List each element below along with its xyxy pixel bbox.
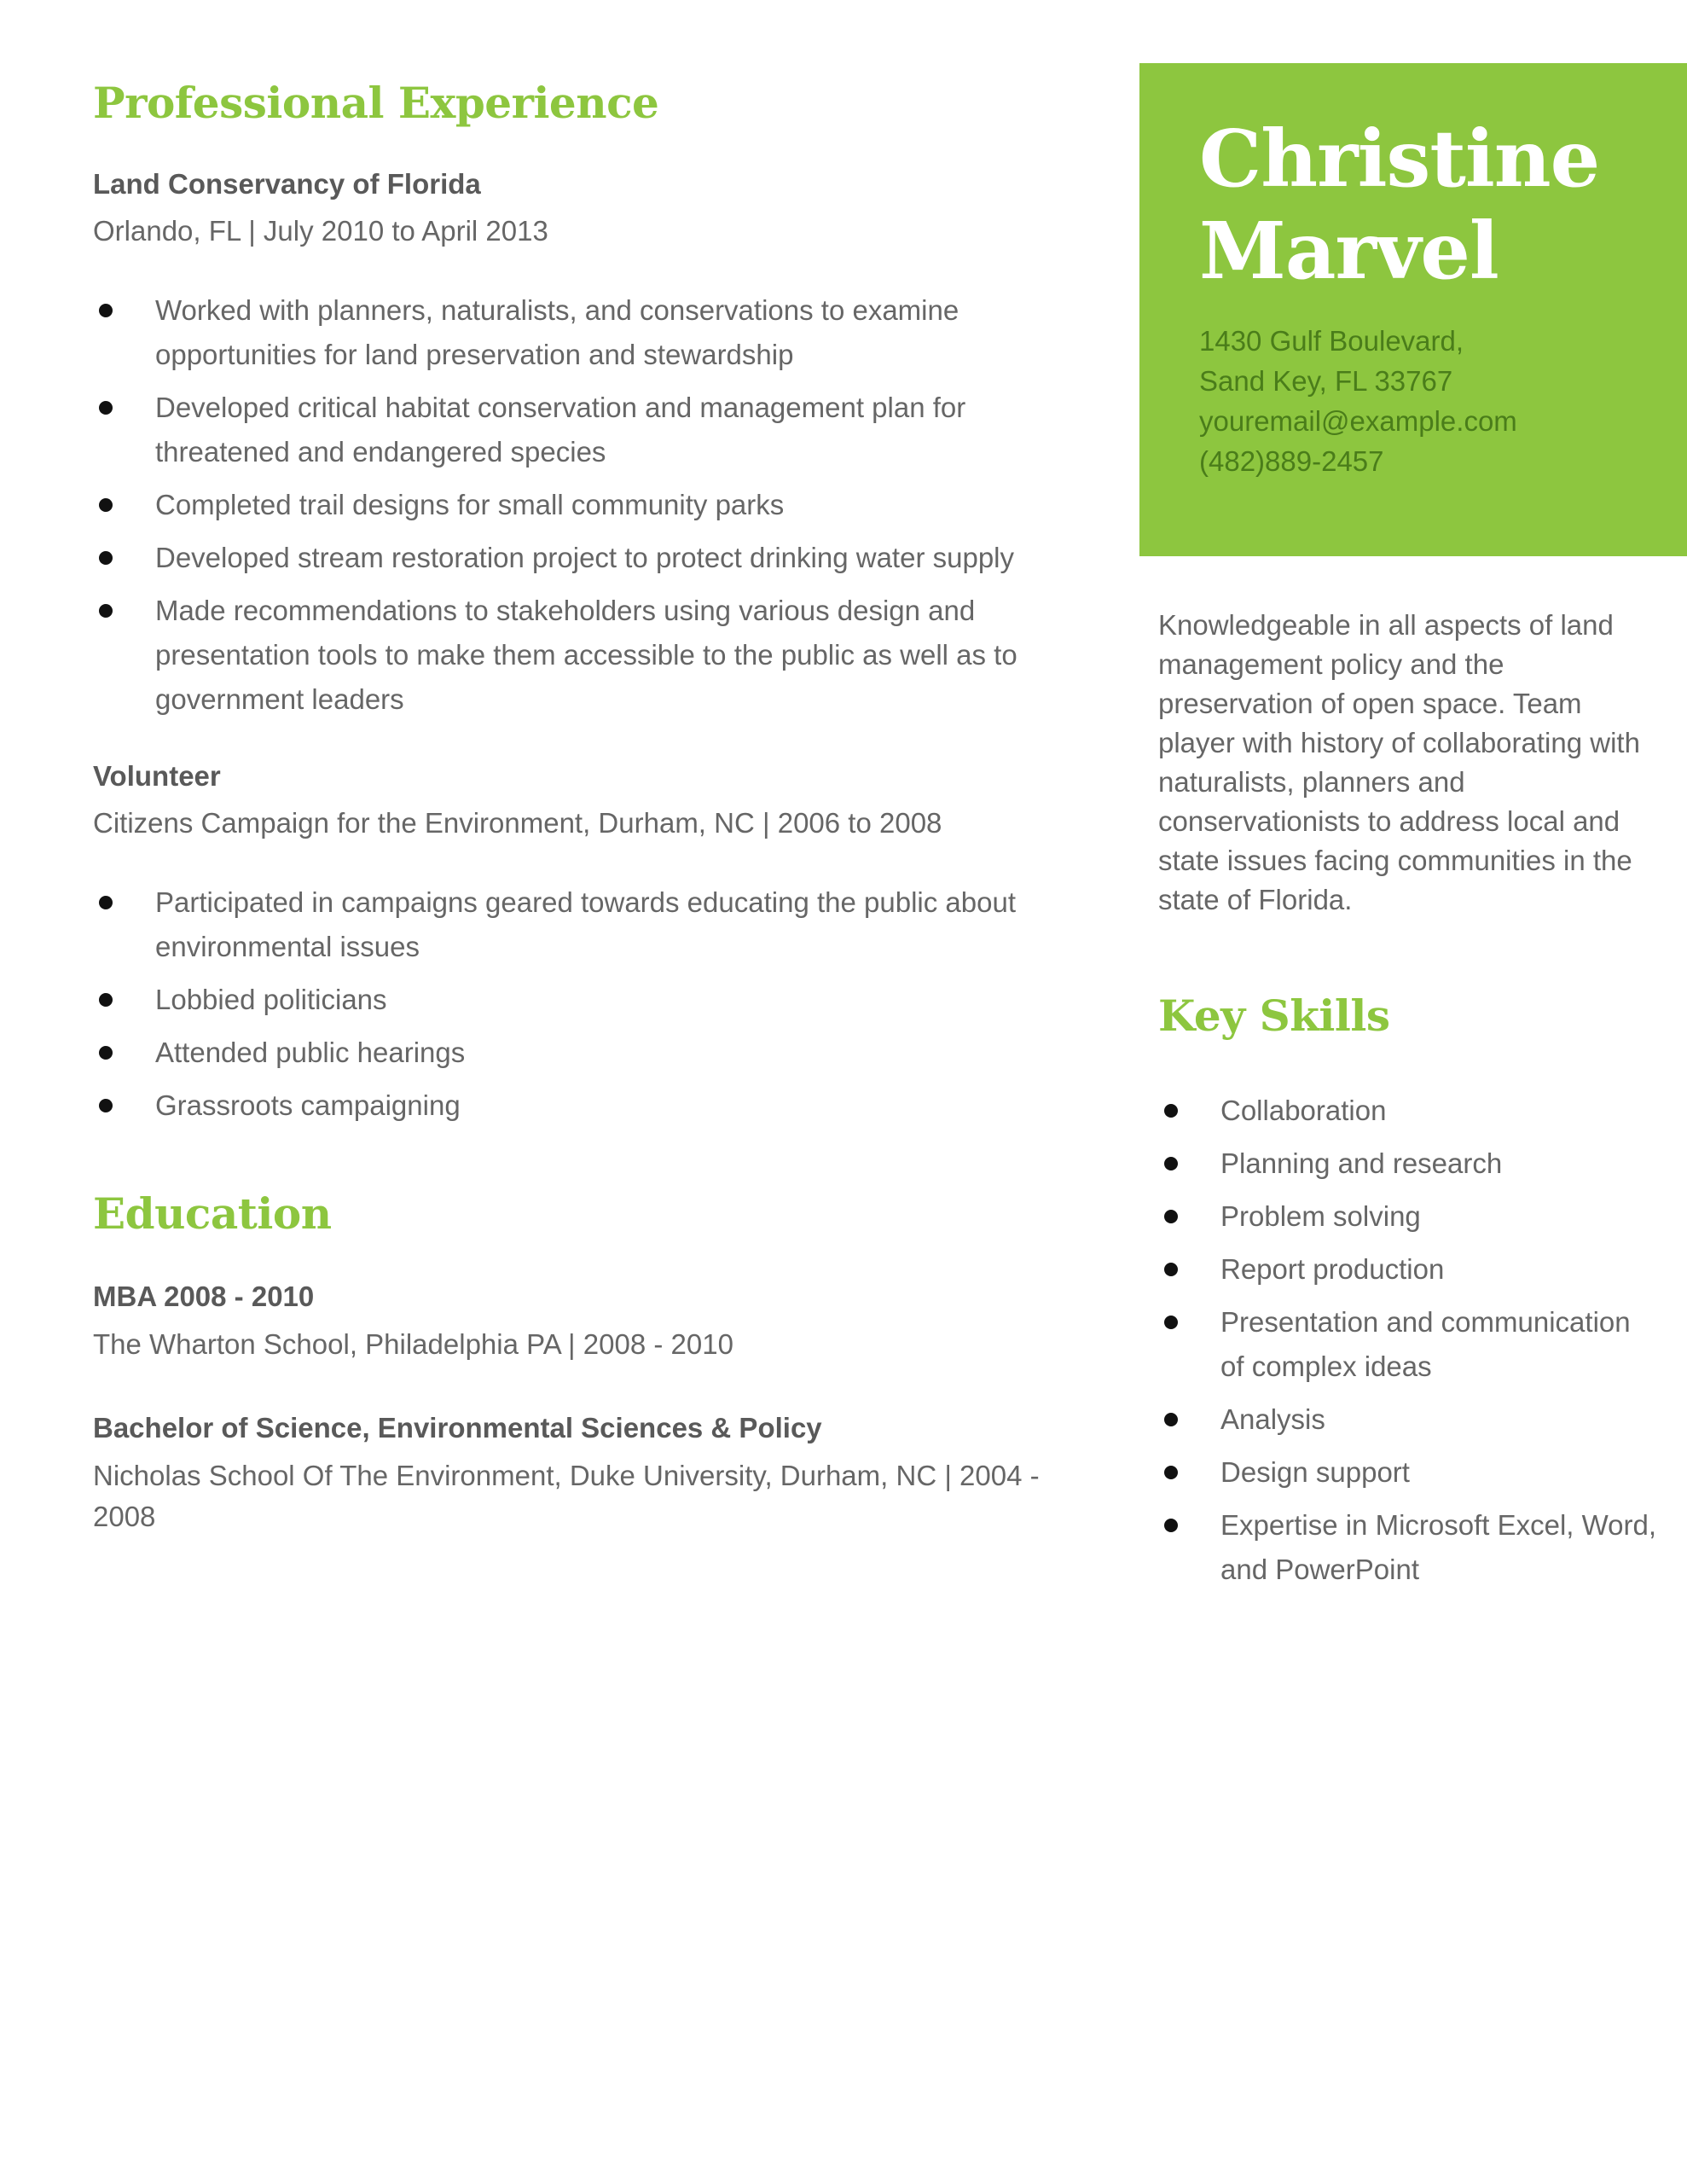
bullet-text: Worked with planners, naturalists, and conservations to examine opportunities for land preservation and stewardship [155, 294, 959, 370]
bullet-icon [99, 498, 113, 512]
list-item [1158, 1194, 1661, 1239]
education-heading: Education [93, 1188, 332, 1239]
job-entry [93, 166, 1082, 722]
address-line: 1430 Gulf Boulevard, [1199, 325, 1464, 357]
summary-text: Knowledgeable in all aspects of land management policy and the preservation of open space. Team player with history of collaborating with naturalists, planners and conservationists to address local and state issues facing communities in the state of Florida. [1158, 609, 1640, 915]
bullet-icon [1164, 1263, 1178, 1276]
list-item [93, 880, 1082, 969]
job-bullet-list [93, 880, 1082, 1128]
bullet-icon [1164, 1104, 1178, 1118]
bullet-icon [99, 604, 113, 618]
bullet-text: Attended public hearings [155, 1037, 466, 1068]
last-name: Marvel [1199, 205, 1499, 297]
bullet-text: Made recommendations to stakeholders using various design and presentation tools to make them accessible to the public as well as to government leaders [155, 595, 1017, 715]
degree-title: MBA 2008 - 2010 [93, 1281, 315, 1312]
right-column [1158, 606, 1661, 1600]
list-item [1158, 1397, 1661, 1442]
bullet-text: Participated in campaigns geared towards educating the public about environmental issues [155, 886, 1016, 962]
bullet-icon [99, 993, 113, 1007]
job-title: Land Conservancy of Florida [93, 168, 481, 200]
job-entry [93, 758, 1082, 1128]
job-title: Volunteer [93, 760, 221, 792]
list-item [93, 589, 1082, 722]
education-entry [93, 1409, 1082, 1537]
first-name: Christine [1199, 113, 1600, 205]
bullet-text: Lobbied politicians [155, 984, 387, 1015]
name-header-box [1139, 63, 1687, 556]
skills-list [1158, 1089, 1661, 1592]
list-item [1158, 1089, 1661, 1133]
bullet-text: Developed stream restoration project to protect drinking water supply [155, 542, 1014, 573]
skill-text: Planning and research [1220, 1147, 1503, 1179]
bullet-icon [1164, 1316, 1178, 1329]
bullet-text: Completed trail designs for small community parks [155, 489, 785, 520]
bullet-icon [99, 401, 113, 415]
school-info: The Wharton School, Philadelphia PA | 2008 - 2010 [93, 1328, 733, 1360]
list-item [1158, 1300, 1661, 1389]
experience-heading: Professional Experience [93, 78, 659, 128]
bullet-icon [99, 551, 113, 565]
school-info: Nicholas School Of The Environment, Duke University, Durham, NC | 2004 - 2008 [93, 1460, 1040, 1532]
education-entry [93, 1278, 1082, 1365]
list-item [1158, 1503, 1661, 1592]
list-item [1158, 1450, 1661, 1495]
email: youremail@example.com [1199, 405, 1517, 437]
bullet-icon [99, 896, 113, 909]
bullet-icon [1164, 1466, 1178, 1479]
skill-text: Problem solving [1220, 1200, 1421, 1232]
bullet-icon [99, 1046, 113, 1060]
job-bullet-list [93, 288, 1082, 722]
skill-text: Design support [1220, 1456, 1410, 1488]
list-item [93, 483, 1082, 527]
list-item [93, 1083, 1082, 1128]
bullet-icon [1164, 1519, 1178, 1532]
skill-text: Analysis [1220, 1403, 1325, 1435]
phone: (482)889-2457 [1199, 445, 1384, 477]
list-item [1158, 1247, 1661, 1292]
bullet-text: Grassroots campaigning [155, 1089, 461, 1121]
list-item [93, 386, 1082, 474]
bullet-icon [1164, 1210, 1178, 1223]
contact-info [1199, 321, 1661, 481]
list-item [93, 978, 1082, 1022]
skill-text: Expertise in Microsoft Excel, Word, and PowerPoint [1220, 1509, 1657, 1585]
bullet-text: Developed critical habitat conservation and management plan for threatened and endangered species [155, 392, 966, 468]
skill-text: Report production [1220, 1253, 1445, 1285]
skills-heading: Key Skills [1158, 990, 1390, 1041]
job-subtitle: Orlando, FL | July 2010 to April 2013 [93, 215, 548, 247]
bullet-icon [1164, 1157, 1178, 1170]
list-item [93, 536, 1082, 580]
degree-title: Bachelor of Science, Environmental Sciences & Policy [93, 1412, 822, 1443]
skill-text: Collaboration [1220, 1095, 1387, 1126]
address-line: Sand Key, FL 33767 [1199, 365, 1453, 397]
list-item [1158, 1141, 1661, 1186]
left-column [93, 73, 1082, 1537]
skill-text: Presentation and communication of complex ideas [1220, 1306, 1631, 1382]
list-item [93, 1031, 1082, 1075]
list-item [93, 288, 1082, 377]
bullet-icon [99, 304, 113, 317]
job-subtitle: Citizens Campaign for the Environment, Durham, NC | 2006 to 2008 [93, 807, 942, 839]
bullet-icon [1164, 1413, 1178, 1426]
bullet-icon [99, 1099, 113, 1112]
